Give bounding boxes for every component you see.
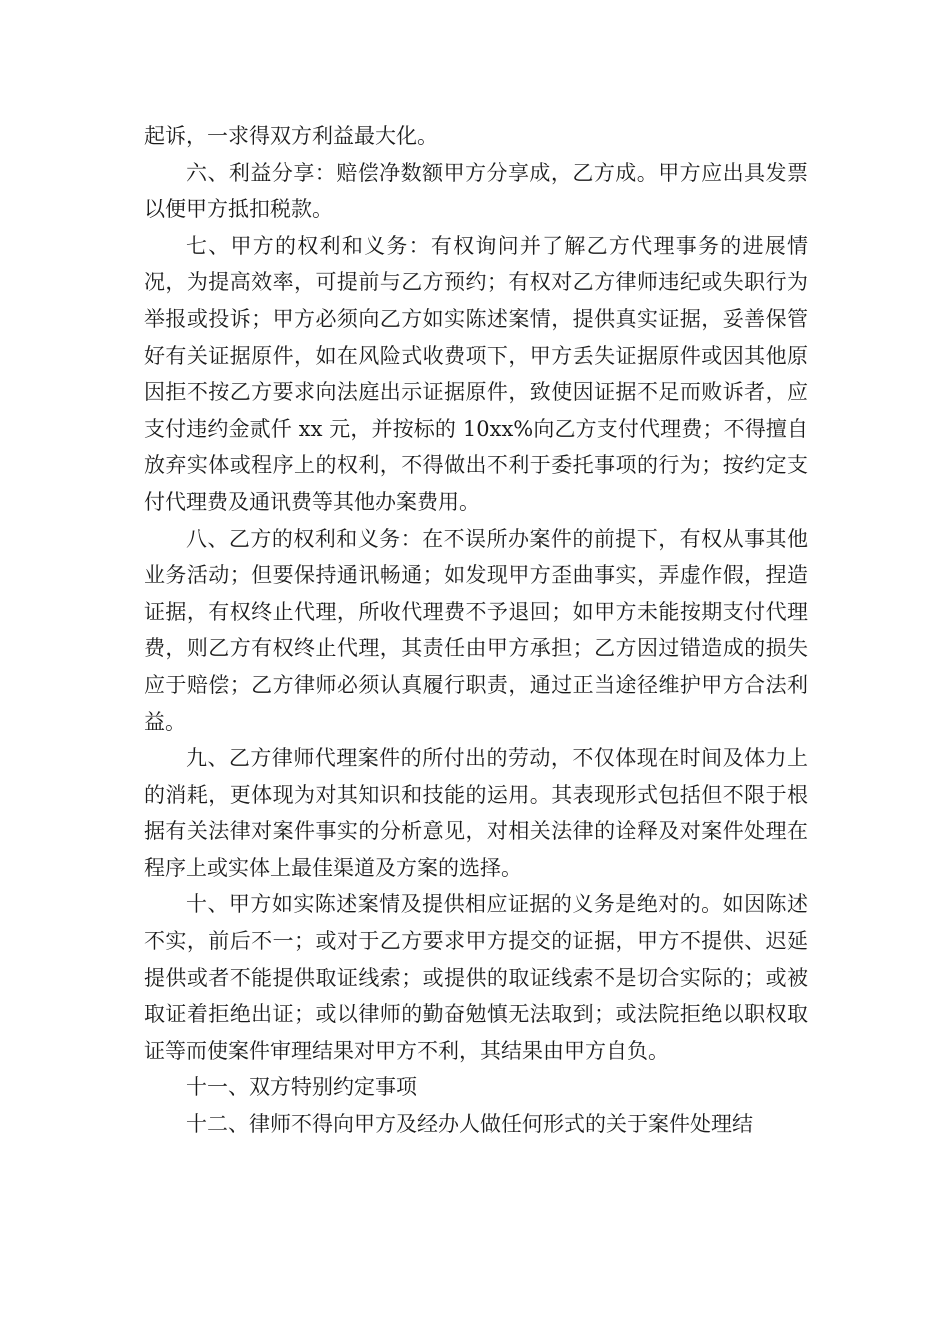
paragraph-clause-12: 十二、律师不得向甲方及经办人做任何形式的关于案件处理结 — [186, 1112, 753, 1137]
paragraph-clause-7: 七、甲方的权利和义务：有权询问并了解乙方代理事务的进展情况，为提高效率，可提前与乙方预约；有权对乙方律师违纪或失职行为举报或投诉；甲方必须向乙方如实陈述案情，提供真实证据，妥善保管好有关证据原件，如在风险式收费项下，甲方丢失证据原件或因其他原因拒不按乙方要求向法庭出示证据原件，致使因证据不足而败诉者，应支付违约金贰仟 xx 元，并按标的 10xx%向乙方支付代理费；不得擅自放弃实体或程序上的权利，不得做出不利于委托事项的行为；按约定支付代理费及通讯费等其他办案费用。 — [144, 233, 808, 514]
paragraph-clause-11: 十一、双方特别约定事项 — [186, 1075, 417, 1100]
paragraph-clause-10: 十、甲方如实陈述案情及提供相应证据的义务是绝对的。如因陈述不实，前后不一；或对于乙方要求甲方提交的证据，甲方不提供、迟延提供或者不能提供取证线索；或提供的取证线索不是切合实际的；或被取证着拒绝出证；或以律师的勤奋勉慎无法取到；或法院拒绝以职权取证等而使案件审理结果对甲方不利，其结果由甲方自负。 — [144, 892, 808, 1063]
paragraph-clause-6: 六、利益分享：赔偿净数额甲方分享成，乙方成。甲方应出具发票以便甲方抵扣税款。 — [144, 160, 808, 222]
paragraph-clause-8: 八、乙方的权利和义务：在不误所办案件的前提下，有权从事其他业务活动；但要保持通讯畅通；如发现甲方歪曲事实，弄虚作假，捏造证据，有权终止代理，所收代理费不予退回；如甲方未能按期支付代理费，则乙方有权终止代理，其责任由甲方承担；乙方因过错造成的损失应于赔偿；乙方律师必须认真履行职责，通过正当途径维护甲方合法利益。 — [144, 526, 808, 734]
paragraph-continued: 起诉，一求得双方利益最大化。 — [144, 124, 438, 148]
document-body — [144, 118, 808, 1143]
paragraph-clause-9: 九、乙方律师代理案件的所付出的劳动，不仅体现在时间及体力上的消耗，更体现为对其知识和技能的运用。其表现形式包括但不限于根据有关法律对案件事实的分析意见，对相关法律的诠释及对案件处理在程序上或实体上最佳渠道及方案的选择。 — [144, 746, 808, 880]
